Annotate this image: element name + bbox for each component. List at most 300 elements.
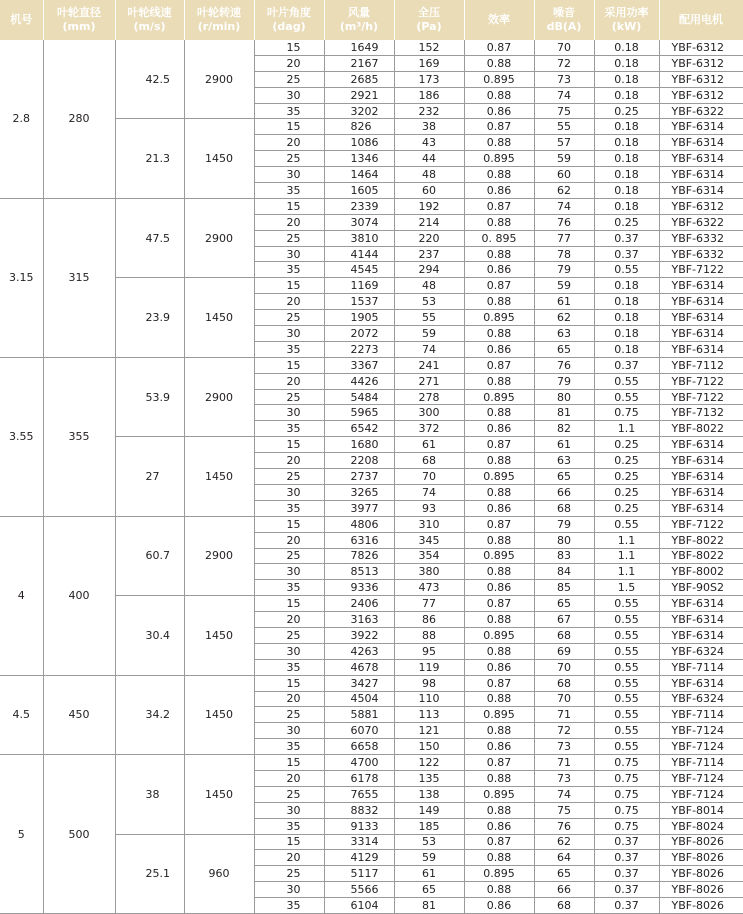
total-pressure-cell: 150 bbox=[394, 739, 464, 755]
blade-angle-cell: 20 bbox=[254, 135, 324, 151]
total-pressure-cell: 232 bbox=[394, 103, 464, 119]
efficiency-cell: 0.86 bbox=[464, 421, 534, 437]
blade-angle-cell: 15 bbox=[254, 596, 324, 612]
power-cell: 0.75 bbox=[594, 755, 659, 771]
efficiency-cell: 0.87 bbox=[464, 755, 534, 771]
efficiency-cell: 0.86 bbox=[464, 659, 534, 675]
motor-cell: YBF-6314 bbox=[659, 183, 743, 199]
noise-cell: 67 bbox=[534, 612, 594, 628]
motor-cell: YBF-6322 bbox=[659, 214, 743, 230]
blade-angle-cell: 25 bbox=[254, 71, 324, 87]
motor-cell: YBF-6314 bbox=[659, 484, 743, 500]
air-volume-cell: 1680 bbox=[324, 437, 394, 453]
noise-cell: 63 bbox=[534, 453, 594, 469]
motor-cell: YBF-8026 bbox=[659, 866, 743, 882]
motor-cell: YBF-6312 bbox=[659, 87, 743, 103]
power-cell: 0.55 bbox=[594, 627, 659, 643]
efficiency-cell: 0.88 bbox=[464, 55, 534, 71]
air-volume-cell: 7655 bbox=[324, 786, 394, 802]
noise-cell: 76 bbox=[534, 357, 594, 373]
power-cell: 0.25 bbox=[594, 103, 659, 119]
motor-cell: YBF-7124 bbox=[659, 786, 743, 802]
power-cell: 0.37 bbox=[594, 898, 659, 914]
blade-angle-cell: 20 bbox=[254, 770, 324, 786]
air-volume-cell: 1537 bbox=[324, 294, 394, 310]
blade-angle-cell: 15 bbox=[254, 357, 324, 373]
motor-cell: YBF-8026 bbox=[659, 834, 743, 850]
air-volume-cell: 1086 bbox=[324, 135, 394, 151]
noise-cell: 77 bbox=[534, 230, 594, 246]
total-pressure-cell: 192 bbox=[394, 198, 464, 214]
air-volume-cell: 4678 bbox=[324, 659, 394, 675]
impeller-rpm-cell: 1450 bbox=[184, 596, 254, 675]
power-cell: 0.55 bbox=[594, 739, 659, 755]
blade-angle-cell: 15 bbox=[254, 278, 324, 294]
noise-cell: 71 bbox=[534, 707, 594, 723]
total-pressure-cell: 59 bbox=[394, 326, 464, 342]
blade-angle-cell: 35 bbox=[254, 183, 324, 199]
noise-cell: 61 bbox=[534, 294, 594, 310]
power-cell: 0.75 bbox=[594, 770, 659, 786]
table-row bbox=[0, 755, 743, 771]
power-cell: 0.18 bbox=[594, 71, 659, 87]
total-pressure-cell: 48 bbox=[394, 167, 464, 183]
air-volume-cell: 2921 bbox=[324, 87, 394, 103]
total-pressure-cell: 65 bbox=[394, 882, 464, 898]
total-pressure-cell: 186 bbox=[394, 87, 464, 103]
total-pressure-cell: 44 bbox=[394, 151, 464, 167]
total-pressure-cell: 61 bbox=[394, 437, 464, 453]
blade-angle-cell: 30 bbox=[254, 723, 324, 739]
impeller-rpm-cell: 2900 bbox=[184, 198, 254, 277]
motor-cell: YBF-7124 bbox=[659, 770, 743, 786]
noise-cell: 65 bbox=[534, 866, 594, 882]
air-volume-cell: 826 bbox=[324, 119, 394, 135]
efficiency-cell: 0.87 bbox=[464, 516, 534, 532]
motor-cell: YBF-6314 bbox=[659, 453, 743, 469]
efficiency-cell: 0.87 bbox=[464, 675, 534, 691]
blade-angle-cell: 35 bbox=[254, 103, 324, 119]
blade-angle-cell: 30 bbox=[254, 167, 324, 183]
air-volume-cell: 3163 bbox=[324, 612, 394, 628]
noise-cell: 74 bbox=[534, 198, 594, 214]
blade-angle-cell: 20 bbox=[254, 453, 324, 469]
total-pressure-cell: 53 bbox=[394, 294, 464, 310]
blade-angle-cell: 15 bbox=[254, 119, 324, 135]
air-volume-cell: 4806 bbox=[324, 516, 394, 532]
noise-cell: 76 bbox=[534, 214, 594, 230]
noise-cell: 74 bbox=[534, 87, 594, 103]
blade-angle-cell: 25 bbox=[254, 310, 324, 326]
machine-no-cell: 2.8 bbox=[0, 40, 43, 198]
air-volume-cell: 2072 bbox=[324, 326, 394, 342]
power-cell: 1.1 bbox=[594, 564, 659, 580]
air-volume-cell: 9133 bbox=[324, 818, 394, 834]
efficiency-cell: 0.88 bbox=[464, 612, 534, 628]
motor-cell: YBF-8014 bbox=[659, 802, 743, 818]
total-pressure-cell: 121 bbox=[394, 723, 464, 739]
air-volume-cell: 4263 bbox=[324, 643, 394, 659]
efficiency-cell: 0.895 bbox=[464, 469, 534, 485]
noise-cell: 80 bbox=[534, 532, 594, 548]
blade-angle-cell: 20 bbox=[254, 691, 324, 707]
blade-angle-cell: 25 bbox=[254, 707, 324, 723]
power-cell: 0.55 bbox=[594, 373, 659, 389]
noise-cell: 71 bbox=[534, 755, 594, 771]
efficiency-cell: 0.88 bbox=[464, 214, 534, 230]
efficiency-cell: 0.88 bbox=[464, 405, 534, 421]
blade-angle-cell: 20 bbox=[254, 850, 324, 866]
impeller-rpm-cell: 1450 bbox=[184, 278, 254, 357]
power-cell: 0.18 bbox=[594, 278, 659, 294]
efficiency-cell: 0.895 bbox=[464, 389, 534, 405]
efficiency-cell: 0.86 bbox=[464, 341, 534, 357]
motor-cell: YBF-8022 bbox=[659, 548, 743, 564]
noise-cell: 66 bbox=[534, 882, 594, 898]
noise-cell: 55 bbox=[534, 119, 594, 135]
air-volume-cell: 3074 bbox=[324, 214, 394, 230]
power-cell: 0.55 bbox=[594, 707, 659, 723]
machine-no-cell: 4.5 bbox=[0, 675, 43, 754]
total-pressure-cell: 110 bbox=[394, 691, 464, 707]
efficiency-cell: 0.895 bbox=[464, 627, 534, 643]
efficiency-cell: 0.88 bbox=[464, 691, 534, 707]
noise-cell: 59 bbox=[534, 151, 594, 167]
motor-cell: YBF-6314 bbox=[659, 310, 743, 326]
motor-cell: YBF-7122 bbox=[659, 262, 743, 278]
motor-cell: YBF-6314 bbox=[659, 675, 743, 691]
total-pressure-cell: 185 bbox=[394, 818, 464, 834]
total-pressure-cell: 48 bbox=[394, 278, 464, 294]
total-pressure-cell: 237 bbox=[394, 246, 464, 262]
noise-cell: 68 bbox=[534, 500, 594, 516]
total-pressure-cell: 271 bbox=[394, 373, 464, 389]
table-row bbox=[0, 357, 743, 373]
air-volume-cell: 6104 bbox=[324, 898, 394, 914]
header-machine-no: 机号 bbox=[0, 0, 43, 40]
total-pressure-cell: 74 bbox=[394, 484, 464, 500]
efficiency-cell: 0.88 bbox=[464, 373, 534, 389]
power-cell: 0.37 bbox=[594, 866, 659, 882]
power-cell: 0.18 bbox=[594, 183, 659, 199]
air-volume-cell: 3810 bbox=[324, 230, 394, 246]
noise-cell: 62 bbox=[534, 834, 594, 850]
blade-angle-cell: 30 bbox=[254, 87, 324, 103]
noise-cell: 62 bbox=[534, 183, 594, 199]
air-volume-cell: 3427 bbox=[324, 675, 394, 691]
air-volume-cell: 1649 bbox=[324, 40, 394, 55]
blade-angle-cell: 25 bbox=[254, 389, 324, 405]
motor-cell: YBF-8026 bbox=[659, 898, 743, 914]
noise-cell: 79 bbox=[534, 516, 594, 532]
power-cell: 0.25 bbox=[594, 500, 659, 516]
power-cell: 0.18 bbox=[594, 167, 659, 183]
motor-cell: YBF-7114 bbox=[659, 707, 743, 723]
impeller-rpm-cell: 960 bbox=[184, 834, 254, 913]
total-pressure-cell: 43 bbox=[394, 135, 464, 151]
efficiency-cell: 0.86 bbox=[464, 262, 534, 278]
power-cell: 0.25 bbox=[594, 437, 659, 453]
header-impeller-diameter: 叶轮直径 (mm) bbox=[43, 0, 115, 40]
efficiency-cell: 0.87 bbox=[464, 596, 534, 612]
blade-angle-cell: 25 bbox=[254, 469, 324, 485]
power-cell: 0.75 bbox=[594, 786, 659, 802]
air-volume-cell: 8832 bbox=[324, 802, 394, 818]
impeller-speed-cell: 60.7 bbox=[115, 516, 184, 595]
total-pressure-cell: 55 bbox=[394, 310, 464, 326]
power-cell: 0.37 bbox=[594, 834, 659, 850]
total-pressure-cell: 77 bbox=[394, 596, 464, 612]
air-volume-cell: 6316 bbox=[324, 532, 394, 548]
efficiency-cell: 0. 895 bbox=[464, 230, 534, 246]
noise-cell: 57 bbox=[534, 135, 594, 151]
total-pressure-cell: 98 bbox=[394, 675, 464, 691]
blade-angle-cell: 35 bbox=[254, 818, 324, 834]
motor-cell: YBF-6312 bbox=[659, 71, 743, 87]
efficiency-cell: 0.88 bbox=[464, 850, 534, 866]
efficiency-cell: 0.87 bbox=[464, 198, 534, 214]
air-volume-cell: 3265 bbox=[324, 484, 394, 500]
total-pressure-cell: 93 bbox=[394, 500, 464, 516]
total-pressure-cell: 294 bbox=[394, 262, 464, 278]
blade-angle-cell: 35 bbox=[254, 262, 324, 278]
noise-cell: 59 bbox=[534, 278, 594, 294]
total-pressure-cell: 70 bbox=[394, 469, 464, 485]
motor-cell: YBF-6314 bbox=[659, 294, 743, 310]
total-pressure-cell: 149 bbox=[394, 802, 464, 818]
power-cell: 0.18 bbox=[594, 119, 659, 135]
air-volume-cell: 4129 bbox=[324, 850, 394, 866]
power-cell: 0.55 bbox=[594, 691, 659, 707]
motor-cell: YBF-7122 bbox=[659, 373, 743, 389]
air-volume-cell: 3977 bbox=[324, 500, 394, 516]
blade-angle-cell: 30 bbox=[254, 246, 324, 262]
impeller-rpm-cell: 2900 bbox=[184, 357, 254, 436]
power-cell: 0.37 bbox=[594, 882, 659, 898]
motor-cell: YBF-7132 bbox=[659, 405, 743, 421]
air-volume-cell: 2208 bbox=[324, 453, 394, 469]
air-volume-cell: 2273 bbox=[324, 341, 394, 357]
power-cell: 0.18 bbox=[594, 87, 659, 103]
blade-angle-cell: 15 bbox=[254, 437, 324, 453]
air-volume-cell: 2406 bbox=[324, 596, 394, 612]
power-cell: 0.25 bbox=[594, 214, 659, 230]
total-pressure-cell: 88 bbox=[394, 627, 464, 643]
power-cell: 0.75 bbox=[594, 405, 659, 421]
power-cell: 0.37 bbox=[594, 850, 659, 866]
impeller-speed-cell: 30.4 bbox=[115, 596, 184, 675]
impeller-speed-cell: 42.5 bbox=[115, 40, 184, 119]
header-noise: 噪音 dB(A) bbox=[534, 0, 594, 40]
motor-cell: YBF-6314 bbox=[659, 627, 743, 643]
blade-angle-cell: 15 bbox=[254, 834, 324, 850]
efficiency-cell: 0.88 bbox=[464, 453, 534, 469]
total-pressure-cell: 354 bbox=[394, 548, 464, 564]
machine-no-cell: 3.15 bbox=[0, 198, 43, 357]
total-pressure-cell: 53 bbox=[394, 834, 464, 850]
air-volume-cell: 3367 bbox=[324, 357, 394, 373]
table-row bbox=[0, 516, 743, 532]
noise-cell: 61 bbox=[534, 437, 594, 453]
power-cell: 0.18 bbox=[594, 326, 659, 342]
power-cell: 0.37 bbox=[594, 357, 659, 373]
air-volume-cell: 7826 bbox=[324, 548, 394, 564]
motor-cell: YBF-8026 bbox=[659, 882, 743, 898]
machine-no-cell: 5 bbox=[0, 755, 43, 914]
noise-cell: 70 bbox=[534, 691, 594, 707]
header-row bbox=[0, 0, 743, 40]
motor-cell: YBF-6332 bbox=[659, 246, 743, 262]
motor-cell: YBF-7114 bbox=[659, 755, 743, 771]
efficiency-cell: 0.87 bbox=[464, 357, 534, 373]
blade-angle-cell: 20 bbox=[254, 55, 324, 71]
air-volume-cell: 1464 bbox=[324, 167, 394, 183]
efficiency-cell: 0.86 bbox=[464, 580, 534, 596]
efficiency-cell: 0.88 bbox=[464, 135, 534, 151]
motor-cell: YBF-8022 bbox=[659, 532, 743, 548]
blade-angle-cell: 20 bbox=[254, 532, 324, 548]
total-pressure-cell: 372 bbox=[394, 421, 464, 437]
noise-cell: 65 bbox=[534, 469, 594, 485]
total-pressure-cell: 59 bbox=[394, 850, 464, 866]
motor-cell: YBF-6332 bbox=[659, 230, 743, 246]
noise-cell: 65 bbox=[534, 341, 594, 357]
motor-cell: YBF-8002 bbox=[659, 564, 743, 580]
total-pressure-cell: 220 bbox=[394, 230, 464, 246]
motor-cell: YBF-6314 bbox=[659, 326, 743, 342]
header-impeller-speed: 叶轮线速 (m/s) bbox=[115, 0, 184, 40]
air-volume-cell: 1605 bbox=[324, 183, 394, 199]
efficiency-cell: 0.895 bbox=[464, 151, 534, 167]
noise-cell: 75 bbox=[534, 103, 594, 119]
air-volume-cell: 2737 bbox=[324, 469, 394, 485]
air-volume-cell: 2685 bbox=[324, 71, 394, 87]
air-volume-cell: 6658 bbox=[324, 739, 394, 755]
motor-cell: YBF-6314 bbox=[659, 119, 743, 135]
blade-angle-cell: 20 bbox=[254, 373, 324, 389]
impeller-diameter-cell: 400 bbox=[43, 516, 115, 675]
air-volume-cell: 6542 bbox=[324, 421, 394, 437]
noise-cell: 82 bbox=[534, 421, 594, 437]
noise-cell: 83 bbox=[534, 548, 594, 564]
efficiency-cell: 0.88 bbox=[464, 802, 534, 818]
motor-cell: YBF-6322 bbox=[659, 103, 743, 119]
impeller-rpm-cell: 1450 bbox=[184, 437, 254, 516]
blade-angle-cell: 15 bbox=[254, 755, 324, 771]
table-row bbox=[0, 675, 743, 691]
total-pressure-cell: 61 bbox=[394, 866, 464, 882]
air-volume-cell: 3922 bbox=[324, 627, 394, 643]
header-total-pressure: 全压 (Pa) bbox=[394, 0, 464, 40]
efficiency-cell: 0.895 bbox=[464, 866, 534, 882]
motor-cell: YBF-7124 bbox=[659, 739, 743, 755]
efficiency-cell: 0.88 bbox=[464, 643, 534, 659]
efficiency-cell: 0.86 bbox=[464, 818, 534, 834]
table-body bbox=[0, 40, 743, 913]
air-volume-cell: 3202 bbox=[324, 103, 394, 119]
air-volume-cell: 6070 bbox=[324, 723, 394, 739]
efficiency-cell: 0.88 bbox=[464, 484, 534, 500]
power-cell: 0.18 bbox=[594, 55, 659, 71]
power-cell: 1.1 bbox=[594, 421, 659, 437]
noise-cell: 84 bbox=[534, 564, 594, 580]
power-cell: 0.37 bbox=[594, 246, 659, 262]
blade-angle-cell: 30 bbox=[254, 405, 324, 421]
motor-cell: YBF-6312 bbox=[659, 40, 743, 55]
blade-angle-cell: 25 bbox=[254, 627, 324, 643]
motor-cell: YBF-6314 bbox=[659, 596, 743, 612]
total-pressure-cell: 152 bbox=[394, 40, 464, 55]
power-cell: 0.25 bbox=[594, 484, 659, 500]
power-cell: 0.18 bbox=[594, 198, 659, 214]
impeller-speed-cell: 53.9 bbox=[115, 357, 184, 436]
motor-cell: YBF-7122 bbox=[659, 389, 743, 405]
power-cell: 0.18 bbox=[594, 294, 659, 310]
noise-cell: 68 bbox=[534, 627, 594, 643]
efficiency-cell: 0.88 bbox=[464, 882, 534, 898]
efficiency-cell: 0.88 bbox=[464, 326, 534, 342]
blade-angle-cell: 35 bbox=[254, 421, 324, 437]
motor-cell: YBF-8024 bbox=[659, 818, 743, 834]
blade-angle-cell: 20 bbox=[254, 612, 324, 628]
noise-cell: 68 bbox=[534, 675, 594, 691]
motor-cell: YBF-6314 bbox=[659, 135, 743, 151]
blade-angle-cell: 25 bbox=[254, 548, 324, 564]
blade-angle-cell: 15 bbox=[254, 675, 324, 691]
blade-angle-cell: 15 bbox=[254, 198, 324, 214]
motor-cell: YBF-7114 bbox=[659, 659, 743, 675]
impeller-rpm-cell: 1450 bbox=[184, 755, 254, 834]
motor-cell: YBF-7122 bbox=[659, 516, 743, 532]
motor-cell: YBF-6324 bbox=[659, 691, 743, 707]
efficiency-cell: 0.88 bbox=[464, 564, 534, 580]
noise-cell: 70 bbox=[534, 40, 594, 55]
motor-cell: YBF-6312 bbox=[659, 55, 743, 71]
efficiency-cell: 0.895 bbox=[464, 548, 534, 564]
motor-cell: YBF-6314 bbox=[659, 500, 743, 516]
efficiency-cell: 0.895 bbox=[464, 310, 534, 326]
motor-cell: YBF-6314 bbox=[659, 341, 743, 357]
efficiency-cell: 0.87 bbox=[464, 40, 534, 55]
noise-cell: 79 bbox=[534, 373, 594, 389]
efficiency-cell: 0.86 bbox=[464, 739, 534, 755]
efficiency-cell: 0.88 bbox=[464, 770, 534, 786]
noise-cell: 63 bbox=[534, 326, 594, 342]
impeller-rpm-cell: 2900 bbox=[184, 40, 254, 119]
power-cell: 0.55 bbox=[594, 389, 659, 405]
efficiency-cell: 0.86 bbox=[464, 183, 534, 199]
air-volume-cell: 1346 bbox=[324, 151, 394, 167]
air-volume-cell: 4144 bbox=[324, 246, 394, 262]
power-cell: 1.1 bbox=[594, 548, 659, 564]
efficiency-cell: 0.88 bbox=[464, 167, 534, 183]
impeller-speed-cell: 25.1 bbox=[115, 834, 184, 913]
blade-angle-cell: 25 bbox=[254, 866, 324, 882]
impeller-rpm-cell: 1450 bbox=[184, 675, 254, 754]
air-volume-cell: 6178 bbox=[324, 770, 394, 786]
air-volume-cell: 8513 bbox=[324, 564, 394, 580]
motor-cell: YBF-7124 bbox=[659, 723, 743, 739]
efficiency-cell: 0.86 bbox=[464, 500, 534, 516]
impeller-diameter-cell: 355 bbox=[43, 357, 115, 516]
efficiency-cell: 0.87 bbox=[464, 119, 534, 135]
power-cell: 0.25 bbox=[594, 453, 659, 469]
blade-angle-cell: 25 bbox=[254, 230, 324, 246]
impeller-speed-cell: 23.9 bbox=[115, 278, 184, 357]
machine-no-cell: 4 bbox=[0, 516, 43, 675]
air-volume-cell: 5965 bbox=[324, 405, 394, 421]
air-volume-cell: 1905 bbox=[324, 310, 394, 326]
